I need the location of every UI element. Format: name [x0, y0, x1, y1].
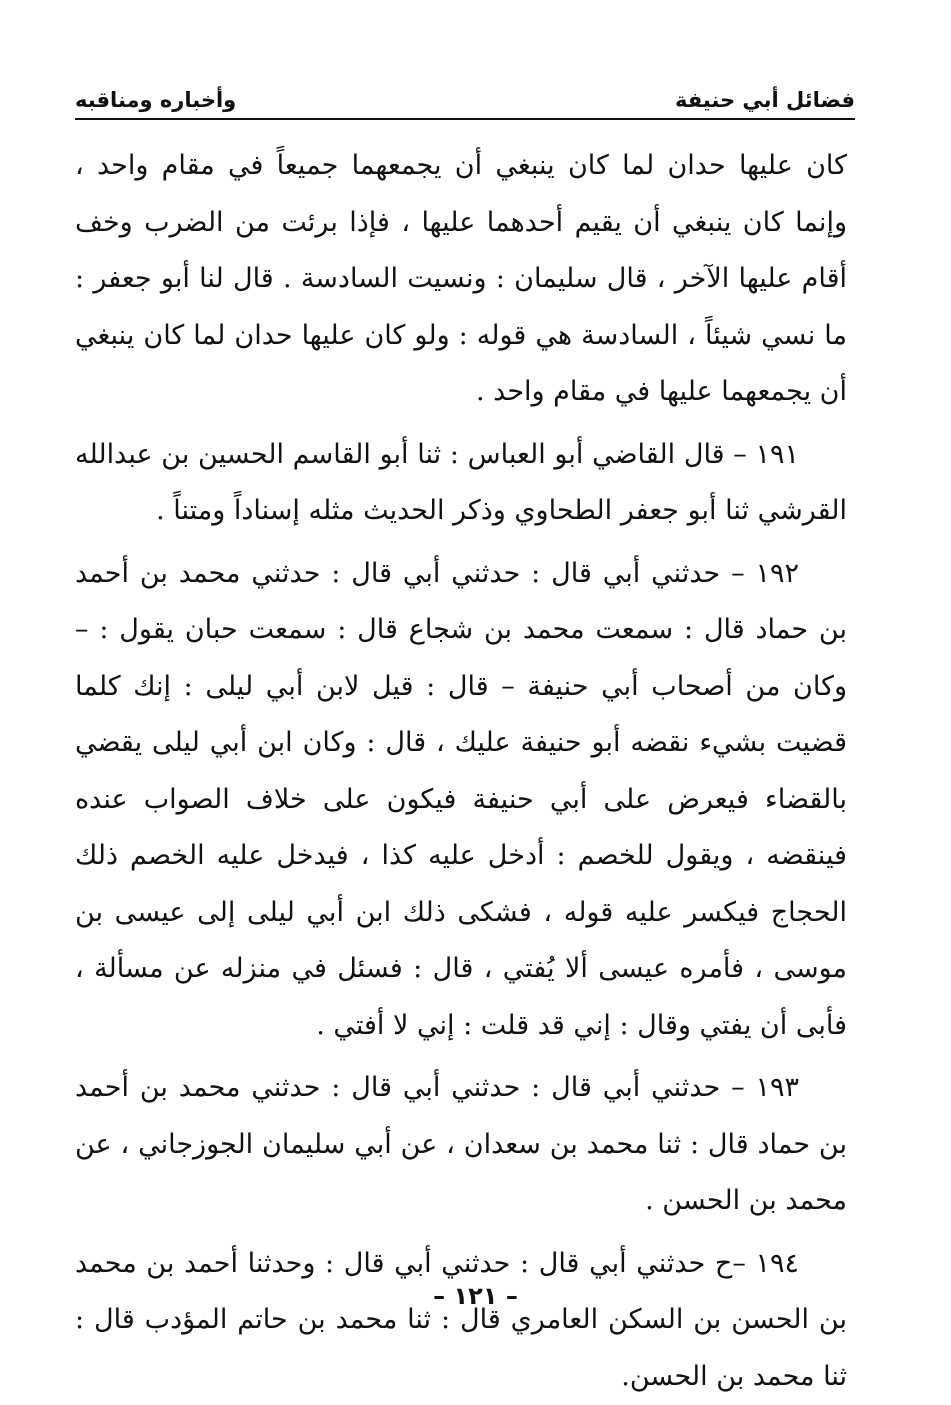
paragraph-194: ١٩٤ –ح حدثني أبي قال : حدثني أبي قال : وحدثنا أحمد بن محمد بن الحسن بن السكن العامري قال : ثنا محمد بن حاتم المؤدب قال : ثنا محمد بن الحسن.: [75, 1236, 847, 1405]
book-title: فضائل أبي حنيفة: [675, 88, 855, 112]
running-header: [75, 78, 855, 112]
paragraph-193: ١٩٣ – حدثني أبي قال : حدثني أبي قال : حدثني محمد بن أحمد بن حماد قال : ثنا محمد بن سعدان ، عن أبي سليمان الجوزجاني ، عن محمد بن الحسن .: [75, 1060, 847, 1230]
page-number: – ١٢١ –: [0, 1282, 951, 1310]
paragraph-191: ١٩١ – قال القاضي أبو العباس : ثنا أبو القاسم الحسين بن عبدالله القرشي ثنا أبو جعفر الطحاوي وذكر الحديث مثله إسناداً ومتناً .: [75, 427, 847, 540]
body-text: [75, 138, 847, 1405]
paragraph-continuation: كان عليها حدان لما كان ينبغي أن يجمعهما جميعاً في مقام واحد ، وإنما كان ينبغي أن يقيم أحدهما عليها ، فإذا برئت من الضرب وخف أقام عليها الآخر ، قال سليمان : ونسيت السادسة . قال لنا أبو جعفر : ما نسي شيئاً ، السادسة هي قوله : ولو كان عليها حدان لما كان ينبغي أن يجمعهما عليها في مقام واحد .: [75, 138, 847, 421]
section-title: وأخباره ومناقبه: [75, 88, 236, 112]
header-rule: [75, 118, 855, 120]
paragraph-192: ١٩٢ – حدثني أبي قال : حدثني أبي قال : حدثني محمد بن أحمد بن حماد قال : سمعت محمد بن شجاع قال : سمعت حبان يقول : – وكان من أصحاب أبي حنيفة – قال : قيل لابن أبي ليلى : إنك كلما قضيت بشيء نقضه أبو حنيفة عليك ، قال : وكان ابن أبي ليلى يقضي بالقضاء فيعرض على أبي حنيفة فيكون على خلاف الصواب عنده فينقضه ، ويقول للخصم : أدخل عليه كذا ، فيدخل عليه الخصم ذلك الحجاج فيكسر عليه قوله ، فشكى ذلك ابن أبي ليلى إلى عيسى بن موسى ، فأمره عيسى ألا يُفتي ، قال : فسئل في منزله عن مسألة ، فأبى أن يفتي وقال : إني قد قلت : إني لا أفتي .: [75, 546, 847, 1055]
